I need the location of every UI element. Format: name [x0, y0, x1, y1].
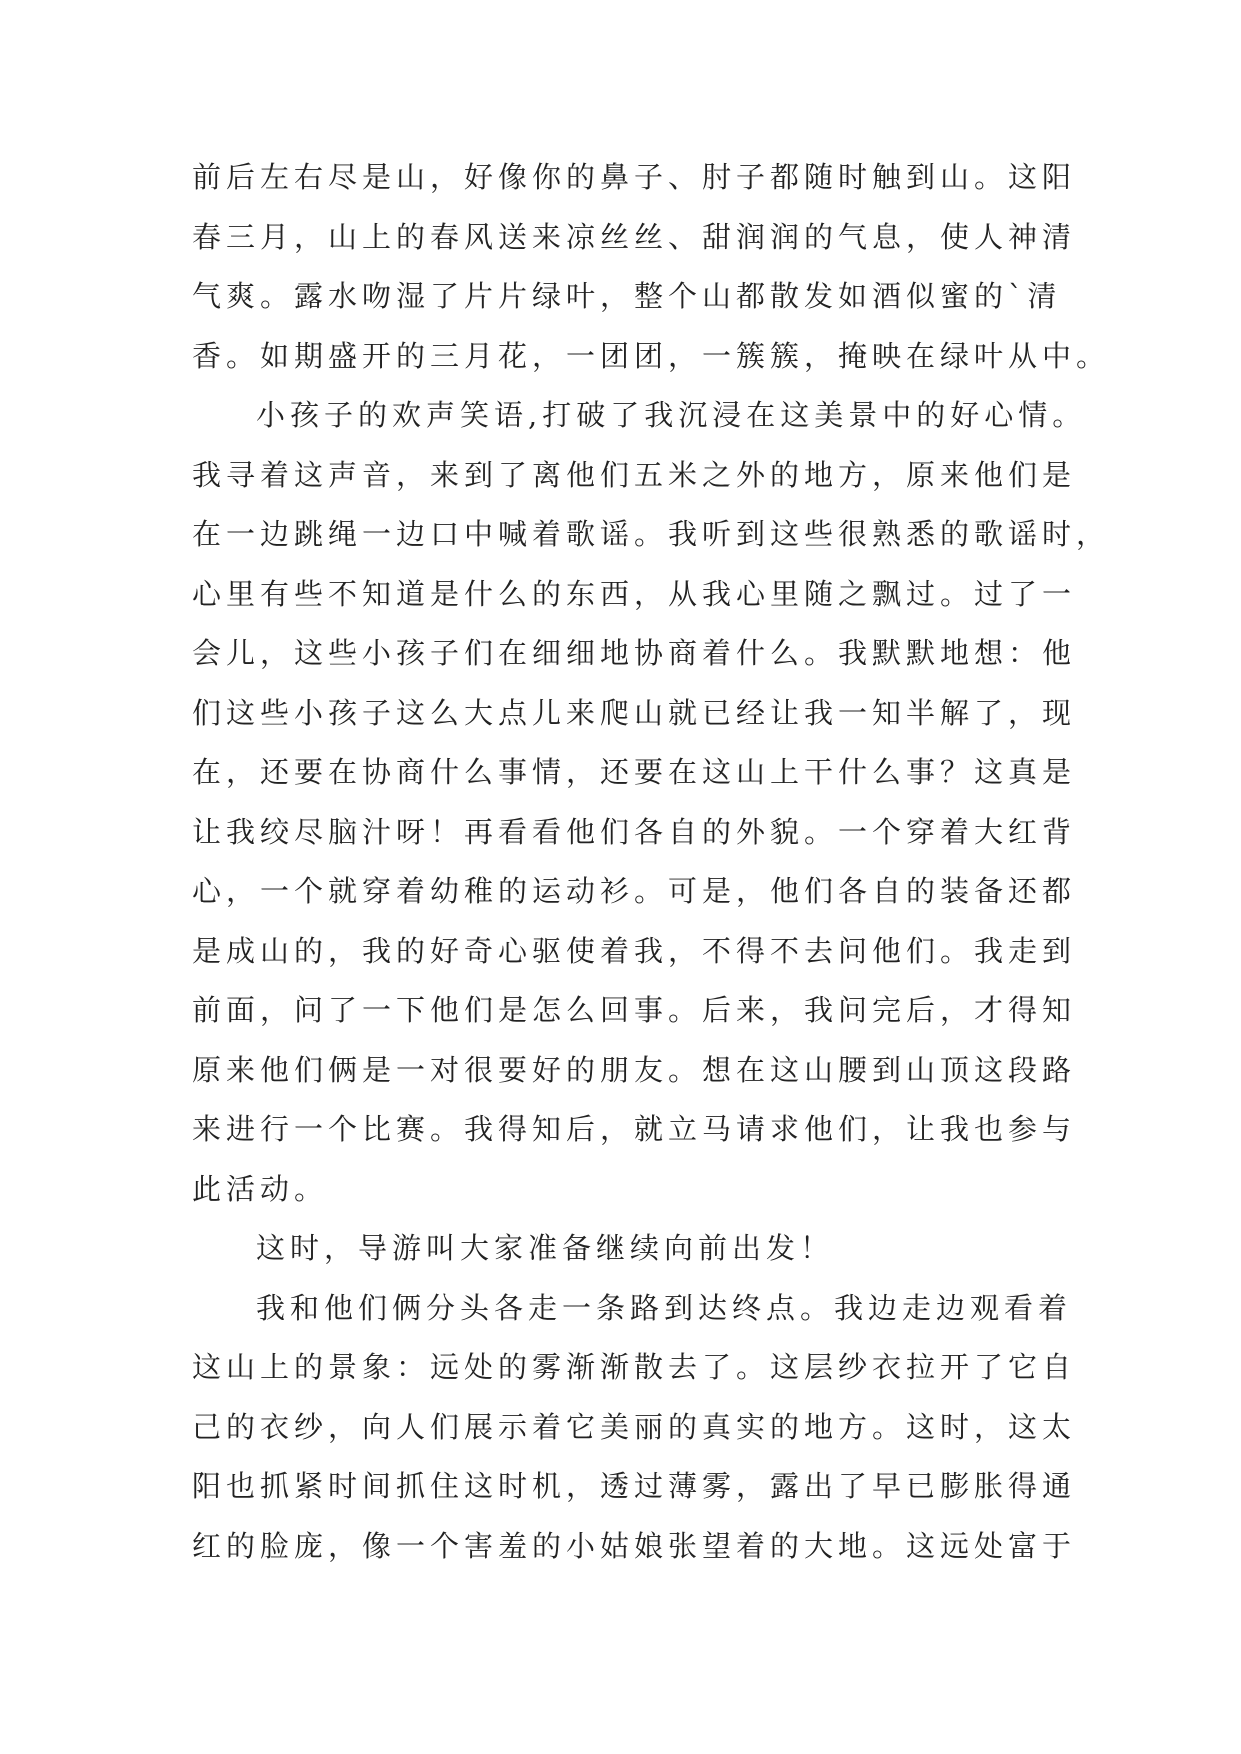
text-line: 心里有些不知道是什么的东西，从我心里随之飘过。过了一: [192, 576, 1077, 611]
text-line: 春三月，山上的春风送来凉丝丝、甜润润的气息，使人神清: [192, 219, 1077, 254]
text-line: 原来他们俩是一对很要好的朋友。想在这山腰到山顶这段路: [192, 1052, 1077, 1087]
text-line: 让我绞尽脑汁呀！再看看他们各自的外貌。一个穿着大红背: [192, 814, 1077, 849]
text-line: 们这些小孩子这么大点儿来爬山就已经让我一知半解了，现: [192, 695, 1077, 730]
text-line: 是成山的，我的好奇心驱使着我，不得不去问他们。我走到: [192, 933, 1077, 968]
text-line: 在一边跳绳一边口中喊着歌谣。我听到这些很熟悉的歌谣时，: [192, 517, 1111, 551]
text-line: 前后左右尽是山，好像你的鼻子、肘子都随时触到山。这阳: [192, 160, 1077, 194]
text-line: 此活动。: [192, 1171, 329, 1206]
text-line: 会儿，这些小孩子们在细细地协商着什么。我默默地想：他: [192, 636, 1077, 670]
text-line: 香。如期盛开的三月花，一团团，一簇簇，掩映在绿叶从中。: [192, 338, 1111, 373]
text-line: 在，还要在协商什么事情，还要在这山上干什么事？这真是: [192, 755, 1077, 789]
text-line: 这时，导游叫大家准备继续向前出发！: [256, 1231, 835, 1265]
text-line: 气爽。露水吻湿了片片绿叶，整个山都散发如酒似蜜的`清: [192, 279, 1062, 313]
body-text: [192, 148, 1111, 1576]
text-line: 我和他们俩分头各走一条路到达终点。我边走边观看着: [256, 1290, 1073, 1325]
text-line: 前面，问了一下他们是怎么回事。后来，我问完后，才得知: [192, 993, 1077, 1027]
text-line: 小孩子的欢声笑语,打破了我沉浸在这美景中的好心情。: [256, 398, 1087, 432]
text-line: 心，一个就穿着幼稚的运动衫。可是，他们各自的装备还都: [192, 874, 1077, 908]
text-line: 我寻着这声音，来到了离他们五米之外的地方，原来他们是: [192, 457, 1077, 492]
text-line: 来进行一个比赛。我得知后，就立马请求他们，让我也参与: [192, 1112, 1077, 1146]
text-line: 这山上的景象：远处的雾渐渐散去了。这层纱衣拉开了它自: [192, 1350, 1077, 1384]
text-line: 阳也抓紧时间抓住这时机，透过薄雾，露出了早已膨胀得通: [192, 1469, 1077, 1503]
text-line: 己的衣纱，向人们展示着它美丽的真实的地方。这时，这太: [192, 1409, 1077, 1444]
text-line: 红的脸庞，像一个害羞的小姑娘张望着的大地。这远处富于: [192, 1528, 1077, 1563]
